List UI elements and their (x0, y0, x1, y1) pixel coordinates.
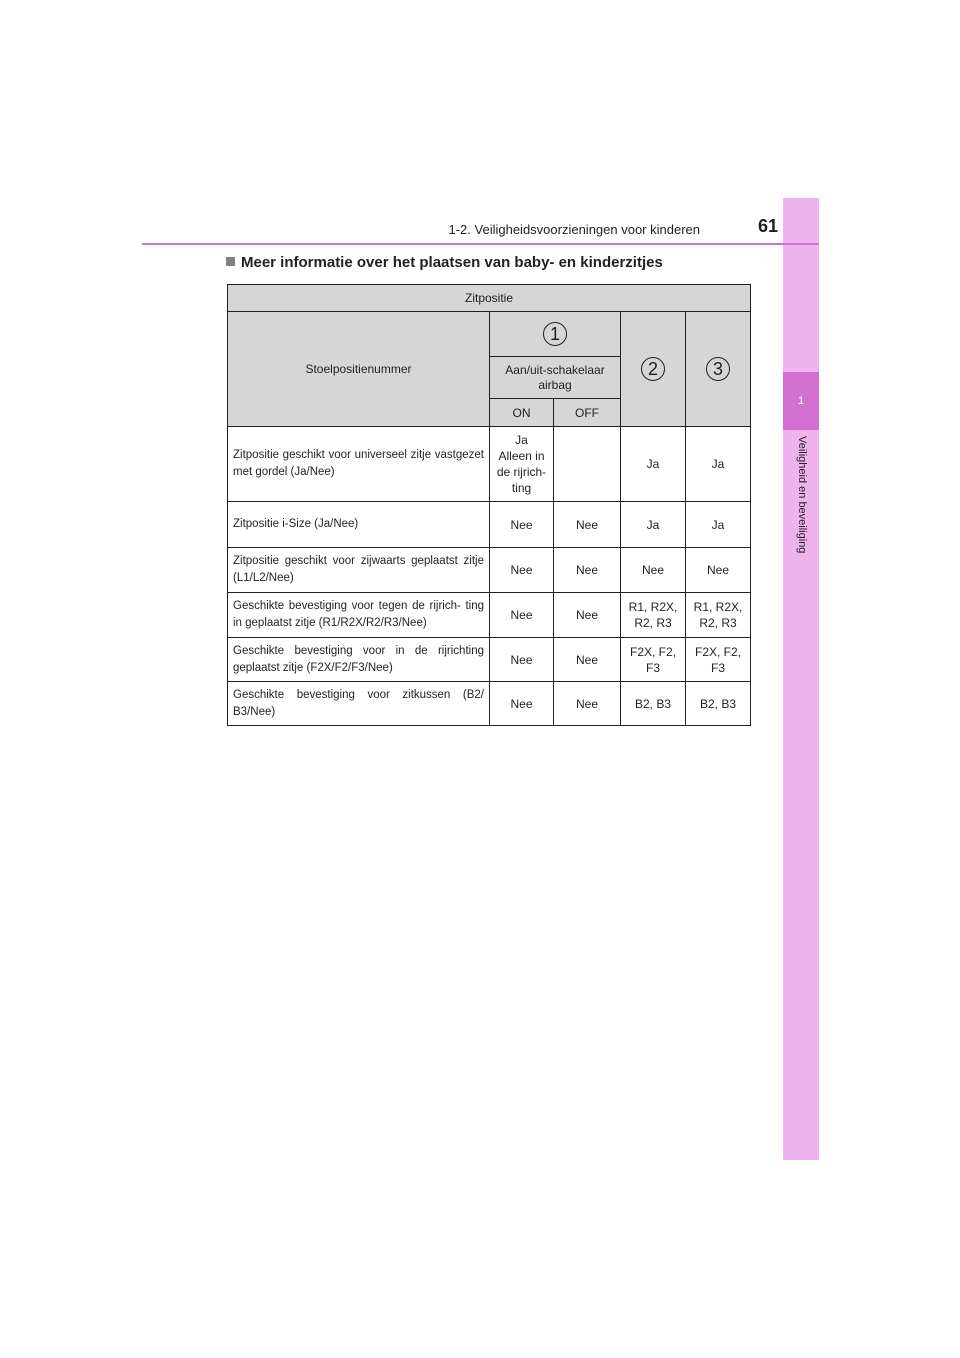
cell-line: de rijrich- (496, 465, 547, 479)
cell-off: Nee (554, 682, 621, 726)
header-divider (142, 243, 819, 245)
cell-pos-3 (686, 638, 751, 682)
row-label: Geschikte bevestiging voor zitkussen (B2/ B3/Nee) (228, 682, 490, 726)
cell-pos-3: Ja (686, 427, 751, 502)
cell-line: Alleen in (498, 449, 545, 463)
cell-on: Nee (490, 682, 554, 726)
cell-off: Nee (554, 548, 621, 593)
row-label: Zitpositie i-Size (Ja/Nee) (228, 502, 490, 548)
cell-line: ting (511, 481, 532, 495)
cell-pos-2 (621, 593, 686, 638)
seat-position-3 (686, 312, 751, 427)
table-row (228, 548, 751, 593)
cell-pos-2: Nee (621, 548, 686, 593)
seat-position-2-icon: 2 (641, 357, 665, 381)
cell-on: Nee (490, 593, 554, 638)
table-row (228, 593, 751, 638)
row-label: Zitpositie geschikt voor universeel zitje vastgezet met gordel (Ja/Nee) (228, 427, 490, 502)
cell-line: F2X, F2, (694, 644, 741, 659)
bullet-square-icon (226, 257, 235, 266)
cell-off: Nee (554, 638, 621, 682)
cell-off: Nee (554, 502, 621, 548)
cell-line: R1, R2X, (693, 600, 743, 614)
section-heading-text: Meer informatie over het plaatsen van baby- en kinderzitjes (241, 254, 663, 271)
chapter-number: 1 (783, 372, 819, 430)
header-on: ON (490, 399, 554, 427)
row-label: Geschikte bevestiging voor in de rijrichting geplaatst zitje (F2X/F2/F3/Nee) (228, 638, 490, 682)
cell-on: Nee (490, 502, 554, 548)
table-row (228, 502, 751, 548)
chapter-side-tab (783, 198, 819, 1160)
table-row (228, 638, 751, 682)
cell-line: F2X, F2, (629, 644, 676, 659)
seat-position-2 (621, 312, 686, 427)
table-row (228, 682, 751, 726)
cell-line: R2, R3 (634, 616, 672, 630)
table-header-row (228, 312, 751, 357)
airbag-switch-label: Aan/uit-schakelaar airbag (505, 362, 605, 392)
table-header-row (228, 285, 751, 312)
page-number: 61 (757, 216, 778, 236)
cell-on: Nee (490, 548, 554, 593)
seat-position-3-icon: 3 (706, 357, 730, 381)
cell-on: Nee (490, 638, 554, 682)
chapter-title: Veiligheid en beveiliging (796, 436, 808, 554)
cell-off: Nee (554, 593, 621, 638)
header-off: OFF (554, 399, 621, 427)
cell-pos-2: Ja (621, 427, 686, 502)
cell-line: R2, R3 (699, 616, 737, 630)
cell-merged-1 (490, 427, 554, 502)
cell-pos-3: B2, B3 (686, 682, 751, 726)
cell-pos-3 (686, 593, 751, 638)
section-heading (226, 254, 663, 271)
cell-line: F3 (645, 660, 660, 675)
cell-pos-3: Nee (686, 548, 751, 593)
row-label: Zitpositie geschikt voor zijwaarts geplaatst zitje (L1/L2/Nee) (228, 548, 490, 593)
cell-pos-2 (621, 638, 686, 682)
seat-position-1-icon: 1 (543, 322, 567, 346)
cell-pos-1-off (554, 427, 621, 502)
row-label: Geschikte bevestiging voor tegen de rijrich- ting in geplaatst zitje (R1/R2X/R2/R3/Nee) (228, 593, 490, 638)
section-title: 1-2. Veiligheidsvoorzieningen voor kinderen (448, 222, 700, 237)
cell-line: Ja (515, 433, 528, 447)
header-airbag-switch (490, 357, 621, 399)
header-stoelpositienummer: Stoelpositienummer (228, 312, 490, 427)
cell-line: F3 (710, 660, 725, 675)
cell-pos-2: B2, B3 (621, 682, 686, 726)
seat-position-1 (490, 312, 621, 357)
cell-pos-2: Ja (621, 502, 686, 548)
child-seat-table (227, 284, 751, 726)
cell-line: R1, R2X, (628, 600, 678, 614)
table-row (228, 427, 751, 502)
cell-pos-3: Ja (686, 502, 751, 548)
header-zitpositie: Zitpositie (228, 285, 751, 312)
